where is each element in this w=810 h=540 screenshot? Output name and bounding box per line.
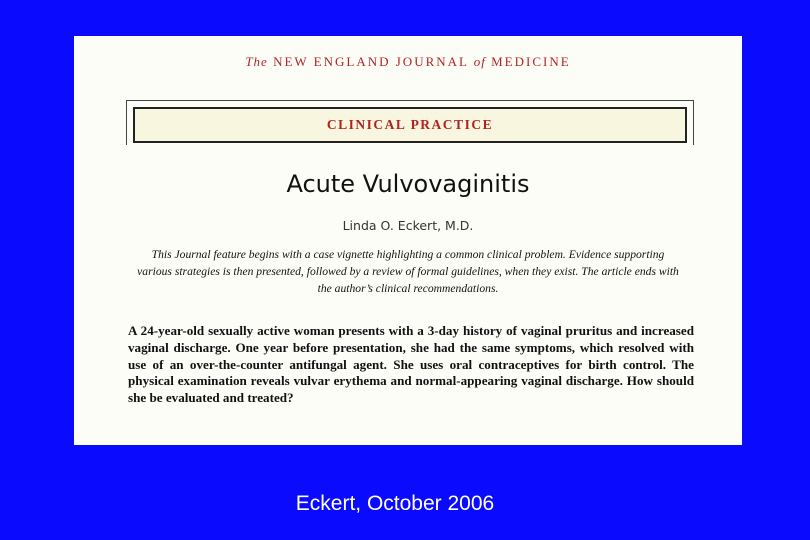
journal-header: [74, 54, 742, 70]
article-author: Linda O. Eckert, M.D.: [342, 218, 474, 233]
section-banner-frame: [126, 100, 694, 145]
journal-name-part1: NEW ENGLAND JOURNAL: [273, 54, 469, 69]
journal-name-part2: MEDICINE: [491, 54, 571, 69]
journal-connector: of: [473, 54, 486, 69]
article-intro: This Journal feature begins with a case vignette highlighting a common clinical problem. Evidence supporting various strategies is then presented, followed by a review of formal guidelines, when they exist. The article ends with the author’s clinical recommendations.: [137, 248, 679, 295]
section-banner: CLINICAL PRACTICE: [133, 107, 687, 143]
journal-prefix: The: [245, 54, 268, 69]
case-vignette: A 24-year-old sexually active woman presents with a 3-day history of vaginal pruritus and increased vaginal discharge. One year before presentation, she had the same symptoms, which resolved with use of an over-the-counter antifungal agent. She uses oral contraceptives for birth control. The physical examination reveals vulvar erythema and normal-appearing vaginal discharge. How should she be evaluated and treated?: [128, 323, 694, 406]
article-page-image: [74, 36, 742, 445]
article-title: Acute Vulvovaginitis: [286, 170, 530, 198]
slide-caption: Eckert, October 2006: [295, 492, 495, 515]
